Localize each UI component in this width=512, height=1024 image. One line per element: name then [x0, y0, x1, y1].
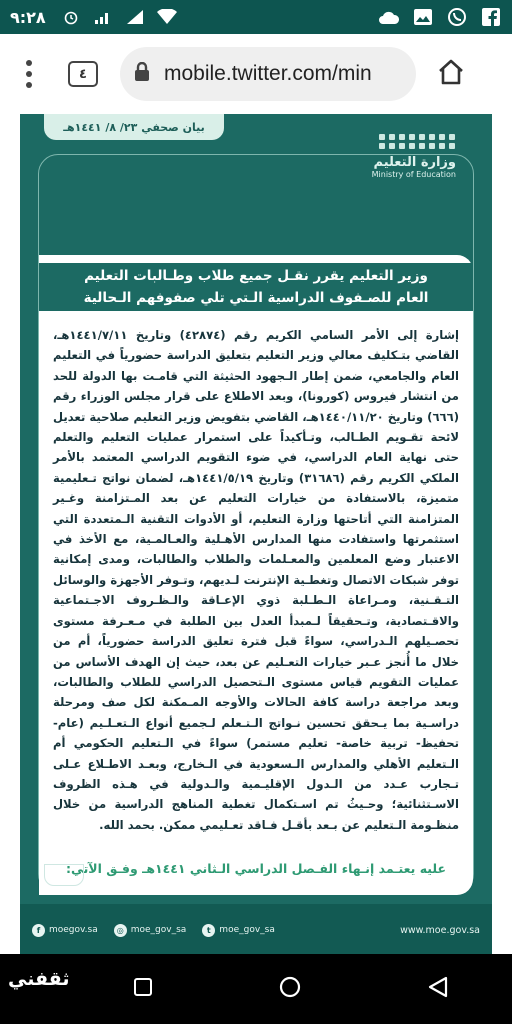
closing-line: عليه يعتـمد إنـهاء الفـصل الدراسي الـثاني ١٤٤١هـ وفـق الآتي: [65, 861, 447, 876]
system-icons [60, 6, 178, 28]
facebook-handle [32, 924, 98, 937]
image-footer [32, 912, 480, 948]
lock-icon [134, 62, 150, 86]
press-release-date: بيان صحفي ٢٣/ ٨/ ١٤٤١هـ [44, 114, 224, 140]
facebook-icon [480, 6, 502, 28]
back-icon[interactable] [426, 975, 450, 1003]
recents-icon[interactable] [132, 976, 154, 1002]
status-time: ٩:٢٨ [10, 7, 46, 27]
logo-pattern-icon [326, 134, 456, 149]
headline-line-2: العام للصـفوف الدراسية الـتي تلي صفوفهم الـحالية [83, 290, 429, 306]
menu-icon[interactable] [14, 60, 44, 88]
android-nav-bar [0, 954, 512, 1024]
body-paragraph: إشارة إلى الأمر السامي الكريم رقم (٤٢٨٧٤) وتاريخ ١٤٤١/٧/١١هـ، القاضي بتـكليف معالي وزير التعليم بتعليق الدراسة حضورياً في التعليم العام والجامعي، ضمن إطار الـجهود الحثيثة التي قامـت بها الدولة للحد من انتشار فيروس (كورونا)، وبعد الاطلاع على قرار مجلس الوزراء رقم (٦٦٦) وتاريخ ١٤٤٠/١١/٢٠هـ، القاضي بتفويض وزير التعليم صلاحية تعديل لائحة تقـويم الطـالب، وتـأكيداً على استمرار عمليات التعليم والتعلم حتى نهاية العام الدراسي، في ضوء التقويم الدراسي المعتمد بالأمر الملكي الكريم رقم (٣١٦٨٦) وتاريخ ١٤٤١/٥/١٩هـ، لضمان نواتج تـعليمية متميزة، بالاستفادة من خيارات التعليم عن بعد المـتزامنة وغـير المتزامنة التي أتاحتها وزارة التعليم، أو الأدوات التقنية الـمتعددة التي استثمرتها واستفادت منها المدارس الأهـلية والعـالمـية، مع الأخذ في الاعتبار وضع المعلمين والمعـلمات والطلاب والطالبات، ومدى إمكانية توفر شبكات الاتصال وتغطـية الإنترنت لـديهم، وتـوفر الأجهزة والوسائل التـقـنية، ومـراعاة الـطـلبة ذوي الإعـاقة والـظـروف الاجـتماعية والاقـتصادية، وتـحقيقاً لـمبدأ العدل بين الطلبة في مـعـرفة مستوى تحصـيلهم الـدراسي، سواءً قبل فترة تعليق الدراسة حضورياً، أم من خلال ما أُنجز عـبر خيارات التعـليم عن بعد، حيث إن الهدف الأساس من عمليات التقويم قياس مستوى الـتحصيل الدراسي للطلاب والطالبات، وبعد مراجعة دراسة كافة الحالات والأوجه المـمكنة لكل صف ومرحلة دراسـية بما يـحقق تحسين نـواتج الـتـعلم لـجميع أنواع الـتعـلـيم (عام- تحفيظ- تربية خاصة- تعليم مستمر) سواءً في الـتعليم الحكومي أم الـتعليم الأهلي والمدارس الـسعودية في الـخارج، وبعـد الاطـلاع عـلى تـجارب عـدد من الـدول الإقليـمية والـدولية في هـذه الظروف الاسـتثنائية؛ وحـيثُ تم اسـتكمال تغطية المناهج الدراسية من خلال منظـومة الـتعليم عن بـعد بأقـل فـاقد تعـليمي ممكن. بحمد الله. [53, 328, 460, 832]
facebook-handle-text: moegov.sa [49, 925, 98, 935]
watermark-logo: ثقفني [8, 968, 70, 990]
twitter-handle-text: moe_gov_sa [219, 925, 275, 935]
notification-icons [378, 6, 502, 28]
wifi-icon [156, 6, 178, 28]
instagram-icon: ◎ [114, 924, 127, 937]
home-icon[interactable] [436, 57, 466, 91]
alarm-icon [60, 6, 82, 28]
logo-english-text: Ministry of Education [371, 170, 456, 179]
browser-toolbar [0, 34, 512, 114]
home-circle-icon[interactable] [278, 975, 302, 1003]
status-bar [0, 0, 512, 34]
tab-switcher-button[interactable]: ٤ [68, 61, 98, 87]
twitter-icon: t [202, 924, 215, 937]
signal-icon [92, 6, 114, 28]
image-icon [412, 6, 434, 28]
twitter-handle [202, 924, 275, 937]
facebook-icon: f [32, 924, 45, 937]
address-bar[interactable] [120, 47, 416, 101]
whatsapp-icon [446, 6, 468, 28]
instagram-handle-text: moe_gov_sa [130, 925, 187, 935]
page-number: ١ [44, 864, 84, 886]
logo-arabic-text: وزارة التعليم [373, 155, 456, 170]
instagram-handle [114, 924, 187, 937]
url-text: mobile.twitter.com/min [164, 62, 372, 85]
page-content [0, 114, 512, 954]
headline [39, 263, 473, 311]
signal-icon [124, 6, 146, 28]
website-text: www.moe.gov.sa [400, 924, 480, 936]
press-release-image[interactable] [20, 114, 492, 954]
headline-line-1: وزير التعليم يقرر نقـل جميع طلاب وطـالبات التعليم [84, 268, 428, 284]
content-frame [38, 154, 474, 894]
cloud-icon [378, 6, 400, 28]
